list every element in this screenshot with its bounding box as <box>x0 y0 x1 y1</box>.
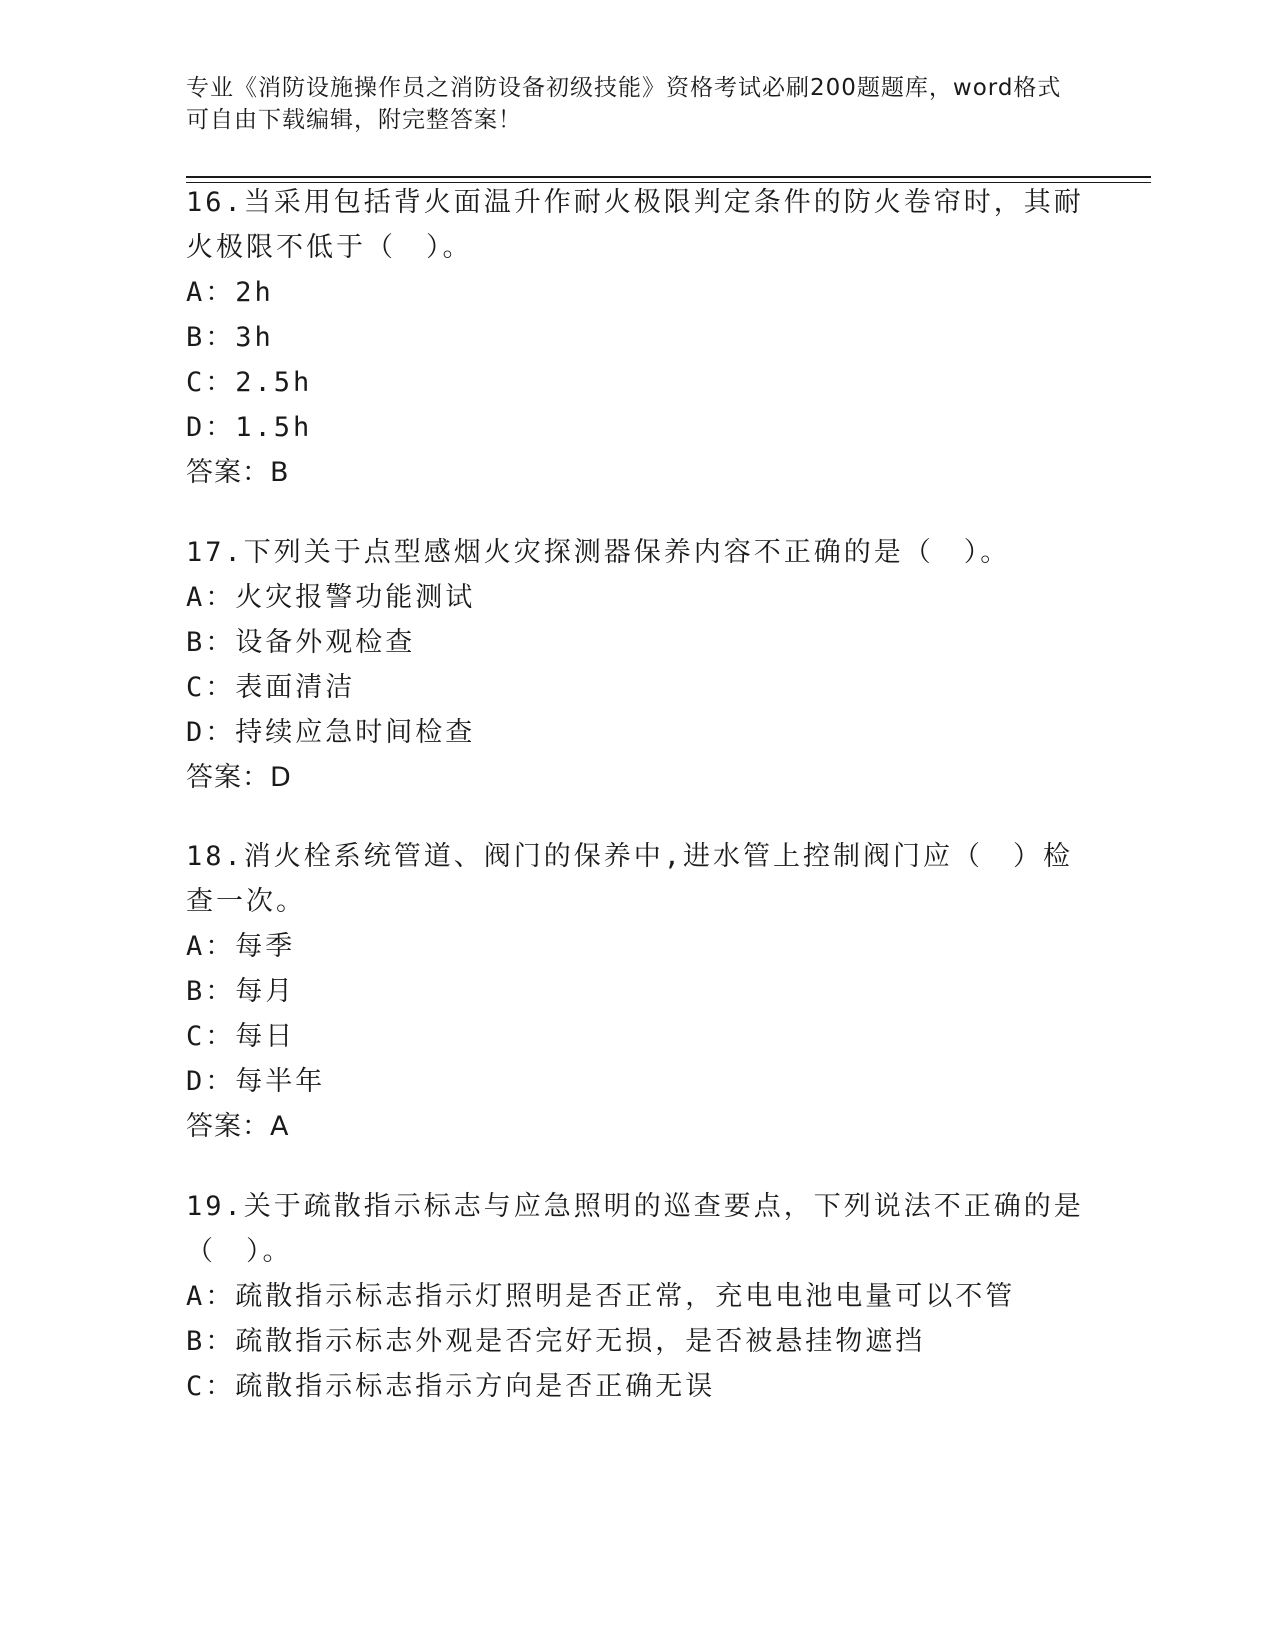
option-b: B：疏散指示标志外观是否完好无损，是否被悬挂物遮挡 <box>186 1326 926 1357</box>
option-a: A：每季 <box>186 931 296 962</box>
answer: 答案：A <box>186 1111 290 1142</box>
document-header: 专业《消防设施操作员之消防设备初级技能》资格考试必刷200题题库，word格式可自由下载编辑，附完整答案！ <box>186 75 1062 133</box>
option-a: A：疏散指示标志指示灯照明是否正常，充电电池电量可以不管 <box>186 1281 1016 1312</box>
option-d: D：每半年 <box>186 1066 326 1097</box>
question-stem: 18.消火栓系统管道、阀门的保养中,进水管上控制阀门应（ ）检查一次。 <box>186 841 1074 917</box>
question-stem: 17.下列关于点型感烟火灾探测器保养内容不正确的是（ ）。 <box>186 537 1011 568</box>
question-stem: 16.当采用包括背火面温升作耐火极限判定条件的防火卷帘时，其耐火极限不低于（ ）。 <box>186 187 1084 263</box>
answer: 答案：D <box>186 762 292 793</box>
question-19 <box>186 1184 1086 1409</box>
option-b: B：每月 <box>186 976 296 1007</box>
option-a: A：2h <box>186 277 274 308</box>
answer: 答案：B <box>186 457 290 488</box>
option-a: A：火灾报警功能测试 <box>186 582 476 613</box>
question-stem: 19.关于疏散指示标志与应急照明的巡查要点，下列说法不正确的是（ ）。 <box>186 1191 1084 1267</box>
option-c: C：表面清洁 <box>186 672 356 703</box>
header-divider-thick <box>186 176 1151 178</box>
option-d: D：持续应急时间检查 <box>186 717 476 748</box>
option-b: B：3h <box>186 322 274 353</box>
question-16 <box>186 180 1086 495</box>
question-18 <box>186 834 1086 1149</box>
option-d: D：1.5h <box>186 412 313 443</box>
option-c: C：疏散指示标志指示方向是否正确无误 <box>186 1371 716 1402</box>
option-c: C：2.5h <box>186 367 313 398</box>
question-17 <box>186 530 1086 800</box>
option-c: C：每日 <box>186 1021 296 1052</box>
option-b: B：设备外观检查 <box>186 627 416 658</box>
